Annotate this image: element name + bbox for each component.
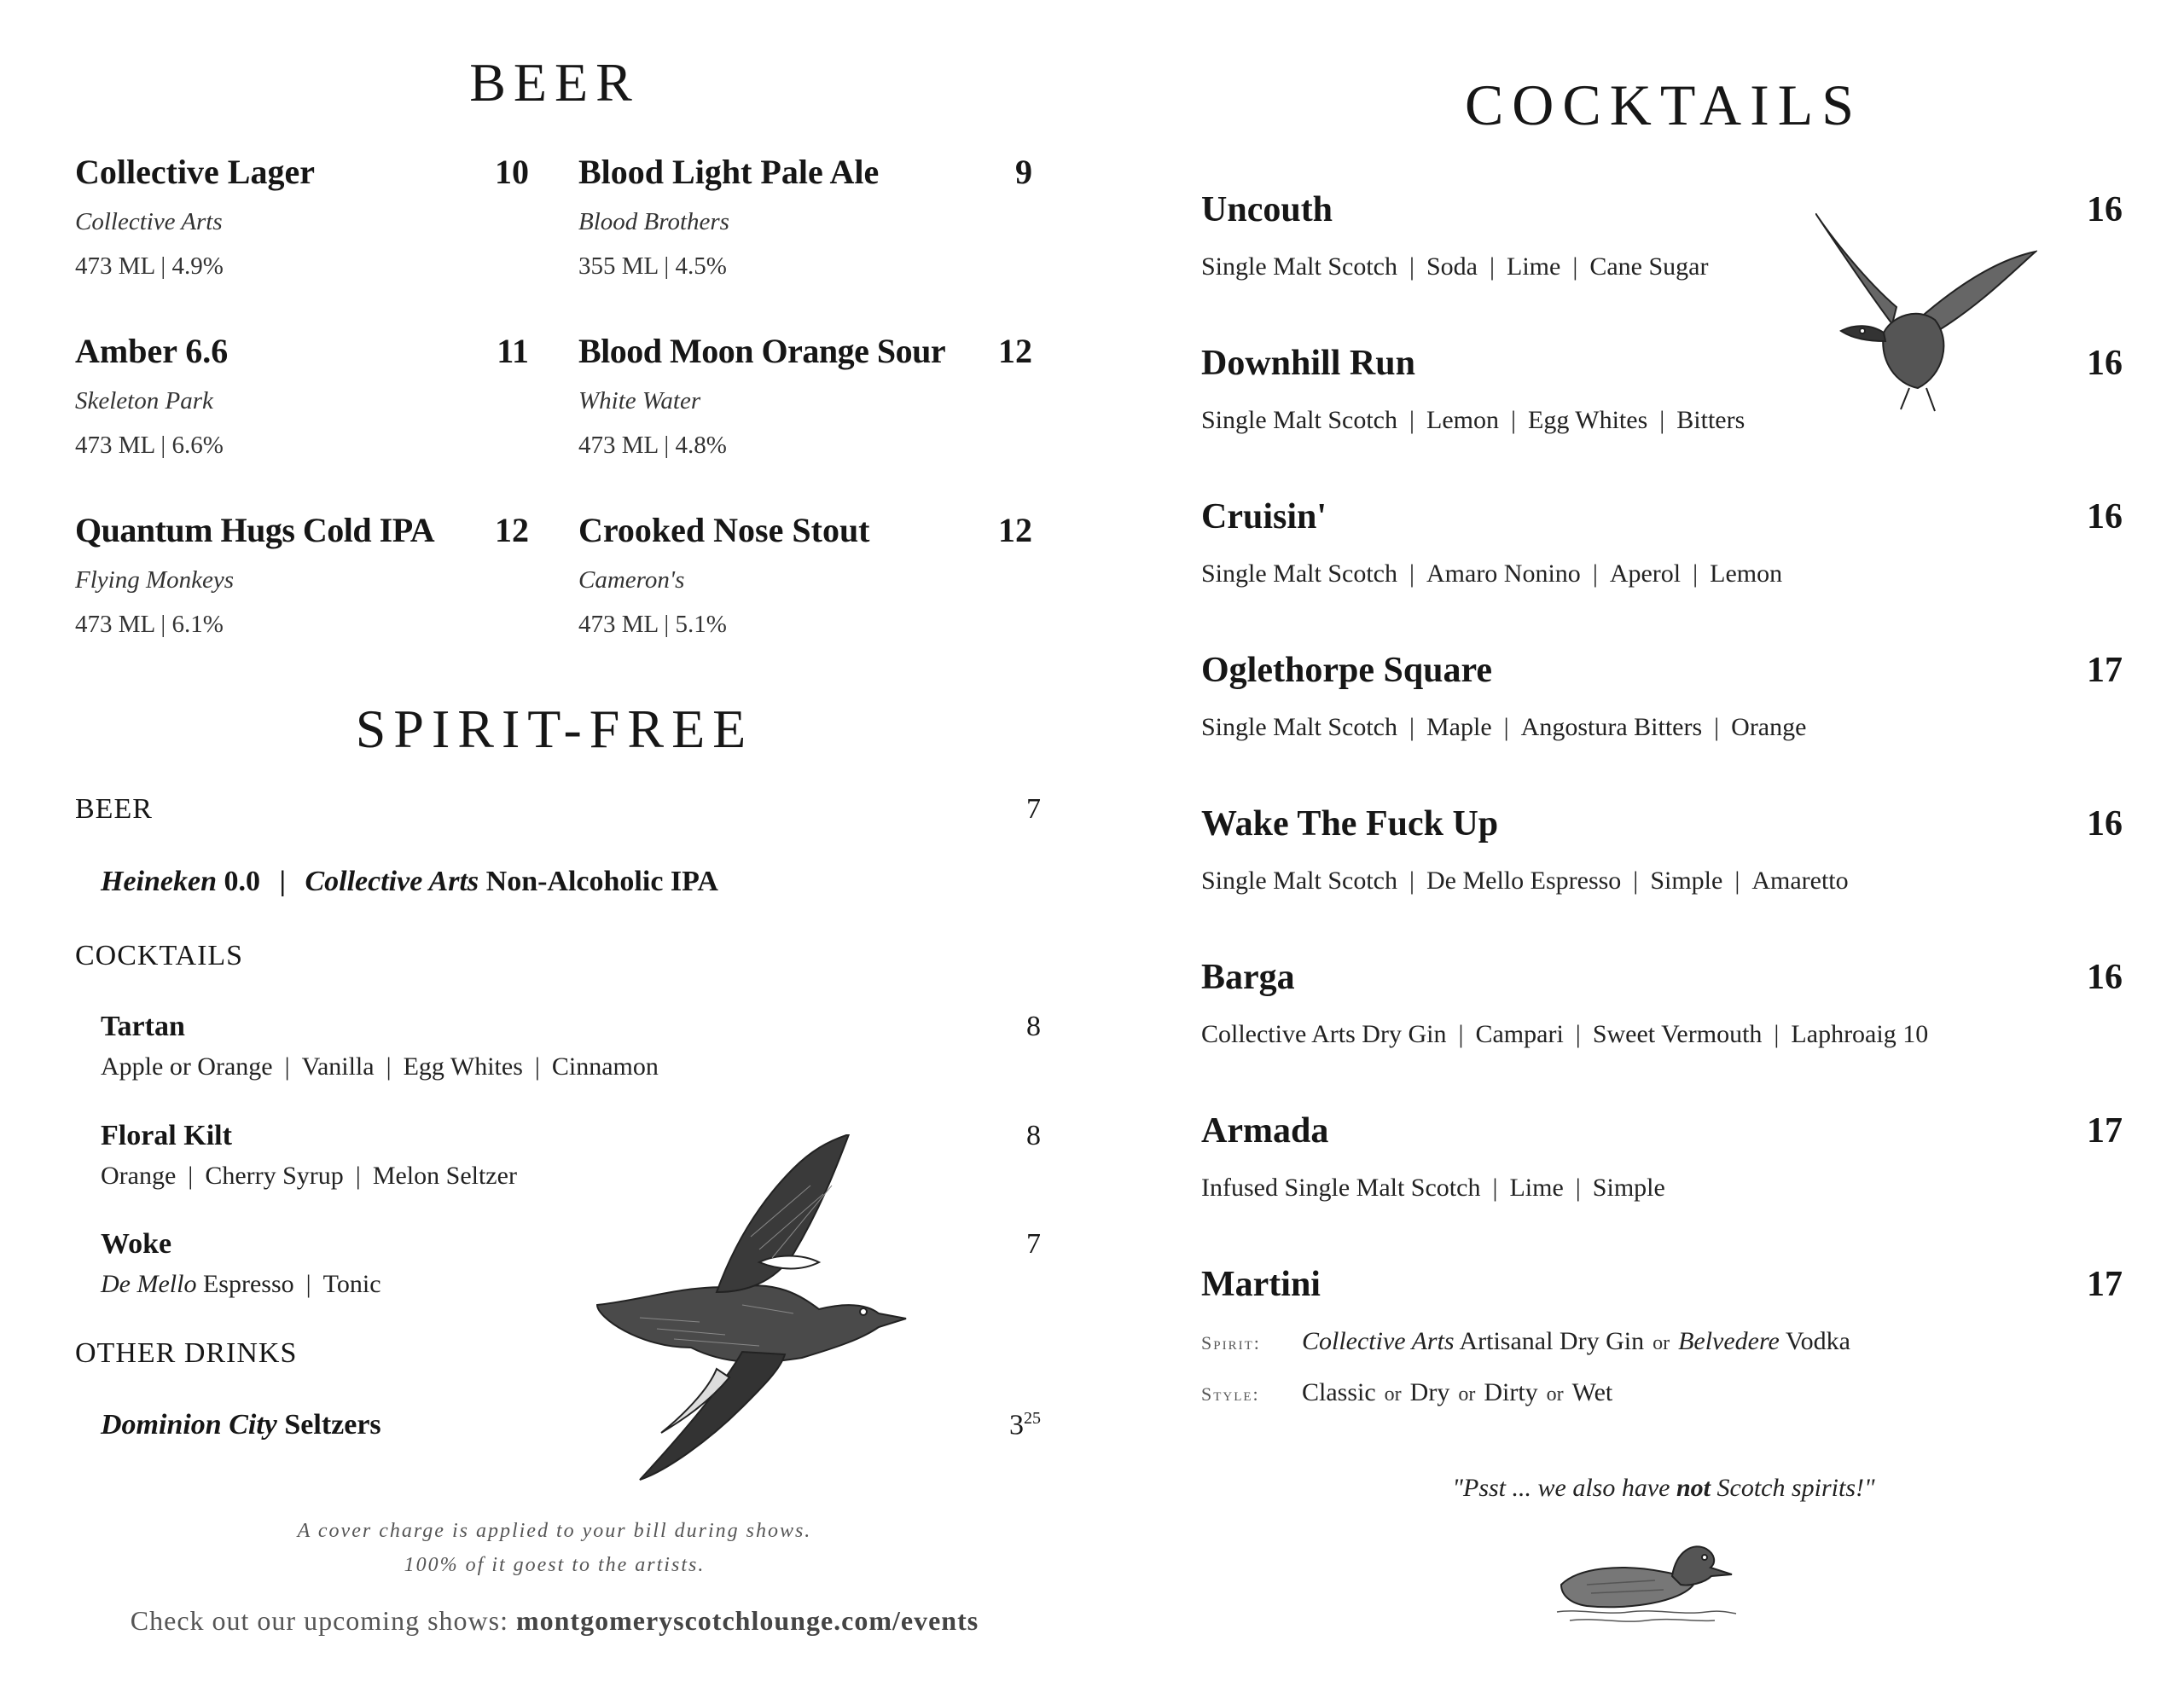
beer-price: 12: [998, 332, 1032, 370]
martini-style-label: Style:: [1201, 1383, 1260, 1405]
cocktail-name: Downhill Run: [1201, 344, 1415, 383]
cocktail-name: Cruisin': [1201, 497, 1327, 536]
brand: Collective Arts: [305, 866, 479, 897]
cocktail-ingredients: Single Malt Scotch | Maple | Angostura Bitters | Orange: [1201, 713, 1807, 741]
cocktail-name: Armada: [1201, 1111, 1329, 1151]
cocktail-ingredients: Single Malt Scotch | De Mello Espresso | Simple | Amaretto: [1201, 867, 1849, 895]
cocktail-ingredients: Single Malt Scotch | Soda | Lime | Cane Sugar: [1201, 252, 1709, 281]
upcoming-shows: Check out our upcoming shows: montgomeryscotchlounge.com/events: [130, 1605, 979, 1636]
other-drink-price: $3^{25}$: [1009, 1409, 1041, 1441]
cocktail-ingredients: Collective Arts Dry Gin | Campari | Sweet Vermouth | Laphroaig 10: [1201, 1020, 1929, 1048]
cocktails-title: COCKTAILS: [1464, 72, 1863, 137]
beer-brewery: Flying Monkeys: [75, 566, 235, 594]
beer-name: Crooked Nose Stout: [578, 511, 870, 549]
cocktail-price: 16: [2087, 497, 2123, 536]
swimming-duck-icon: [1553, 1533, 1740, 1627]
beer-name: Blood Light Pale Ale: [578, 153, 880, 191]
events-link[interactable]: montgomeryscotchlounge.com/events: [515, 1605, 979, 1636]
mocktail-ingredients: De Mello Espresso | Tonic: [101, 1270, 381, 1298]
beer-name: Collective Lager: [75, 153, 315, 191]
cocktail-price: 16: [2087, 190, 2123, 229]
mocktail-ingredients: Apple or Orange | Vanilla | Egg Whites | Cinnamon: [101, 1052, 659, 1081]
mocktail-price: 8: [1026, 1011, 1041, 1042]
martini-styles: Classic or Dry or Dirty or Wet: [1302, 1378, 1613, 1406]
spirit-free-cocktails-label: COCKTAILS: [75, 940, 244, 971]
artists-note: 100% of it goest to the artists.: [404, 1554, 706, 1576]
beer-size: 355 ML | 4.5%: [578, 252, 727, 280]
cocktail-price: 17: [2087, 1265, 2123, 1304]
spirit-free-beer-label: BEER: [75, 793, 153, 825]
beer-size: 473 ML | 5.1%: [578, 611, 727, 638]
cocktail-ingredients: Single Malt Scotch | Lemon | Egg Whites | Bitters: [1201, 406, 1745, 434]
cocktail-name: Barga: [1201, 958, 1295, 997]
beer-size: 473 ML | 4.8%: [578, 432, 727, 459]
cocktail-price: 16: [2087, 344, 2123, 383]
cocktail-price: 16: [2087, 804, 2123, 844]
spirit-free-beer-price: 7: [1026, 793, 1041, 825]
spirit-free-title: SPIRIT-FREE: [355, 699, 754, 759]
beer-price: 9: [1015, 153, 1032, 191]
mocktail-price: 8: [1026, 1120, 1041, 1151]
cocktail-price: 17: [2087, 651, 2123, 690]
beer-brewery: White Water: [578, 387, 701, 415]
mocktail-name: Tartan: [101, 1011, 185, 1042]
beer-price: 10: [495, 153, 529, 191]
beer-brewery: Cameron's: [578, 566, 685, 594]
cocktail-name: Uncouth: [1201, 190, 1333, 229]
beer-brewery: Collective Arts: [75, 208, 223, 235]
beer-name: Amber 6.6: [75, 332, 229, 370]
cocktail-name: Martini: [1201, 1265, 1321, 1304]
beer-price: 12: [998, 511, 1032, 549]
other-drink-name: Dominion City Seltzers: [101, 1409, 381, 1441]
cocktail-ingredients: Infused Single Malt Scotch | Lime | Simple: [1201, 1174, 1665, 1202]
other-drinks-label: OTHER DRINKS: [75, 1337, 298, 1369]
beer-price: 11: [497, 332, 529, 370]
martini-spirit-label: Spirit:: [1201, 1332, 1261, 1354]
beer-title: BEER: [469, 52, 640, 113]
cocktail-price: 17: [2087, 1111, 2123, 1151]
spirit-free-beer-list: Heineken 0.0 | Collective Arts Non-Alcoholic IPA: [101, 866, 718, 897]
flying-duck-icon: [1815, 213, 2037, 418]
martini-spirits: Collective Arts Artisanal Dry Gin or Belvedere Vodka: [1302, 1327, 1850, 1355]
cocktail-price: 16: [2087, 958, 2123, 997]
brand: Heineken: [101, 866, 217, 897]
mocktail-name: Woke: [101, 1228, 172, 1260]
cocktail-name: Wake The Fuck Up: [1201, 804, 1499, 844]
beer-size: 473 ML | 6.6%: [75, 432, 224, 459]
beer-price: 12: [495, 511, 529, 549]
cover-charge-note: A cover charge is applied to your bill during shows.: [297, 1520, 812, 1542]
cocktail-name: Oglethorpe Square: [1201, 651, 1493, 690]
beer-size: 473 ML | 6.1%: [75, 611, 224, 638]
mocktail-name: Floral Kilt: [101, 1120, 232, 1151]
beer-size: 473 ML | 4.9%: [75, 252, 224, 280]
mocktail-price: 7: [1026, 1228, 1041, 1260]
cocktail-ingredients: Single Malt Scotch | Amaro Nonino | Aperol | Lemon: [1201, 559, 1783, 588]
mocktail-ingredients: Orange | Cherry Syrup | Melon Seltzer: [101, 1162, 517, 1190]
beer-name: Quantum Hugs Cold IPA: [75, 511, 435, 549]
flying-duck-icon: [589, 1134, 913, 1484]
scotch-quote: "Psst ... we also have not Scotch spirits!": [1452, 1474, 1875, 1502]
beer-brewery: Blood Brothers: [578, 208, 729, 235]
beer-name: Blood Moon Orange Sour: [578, 332, 946, 370]
beer-brewery: Skeleton Park: [75, 387, 213, 415]
